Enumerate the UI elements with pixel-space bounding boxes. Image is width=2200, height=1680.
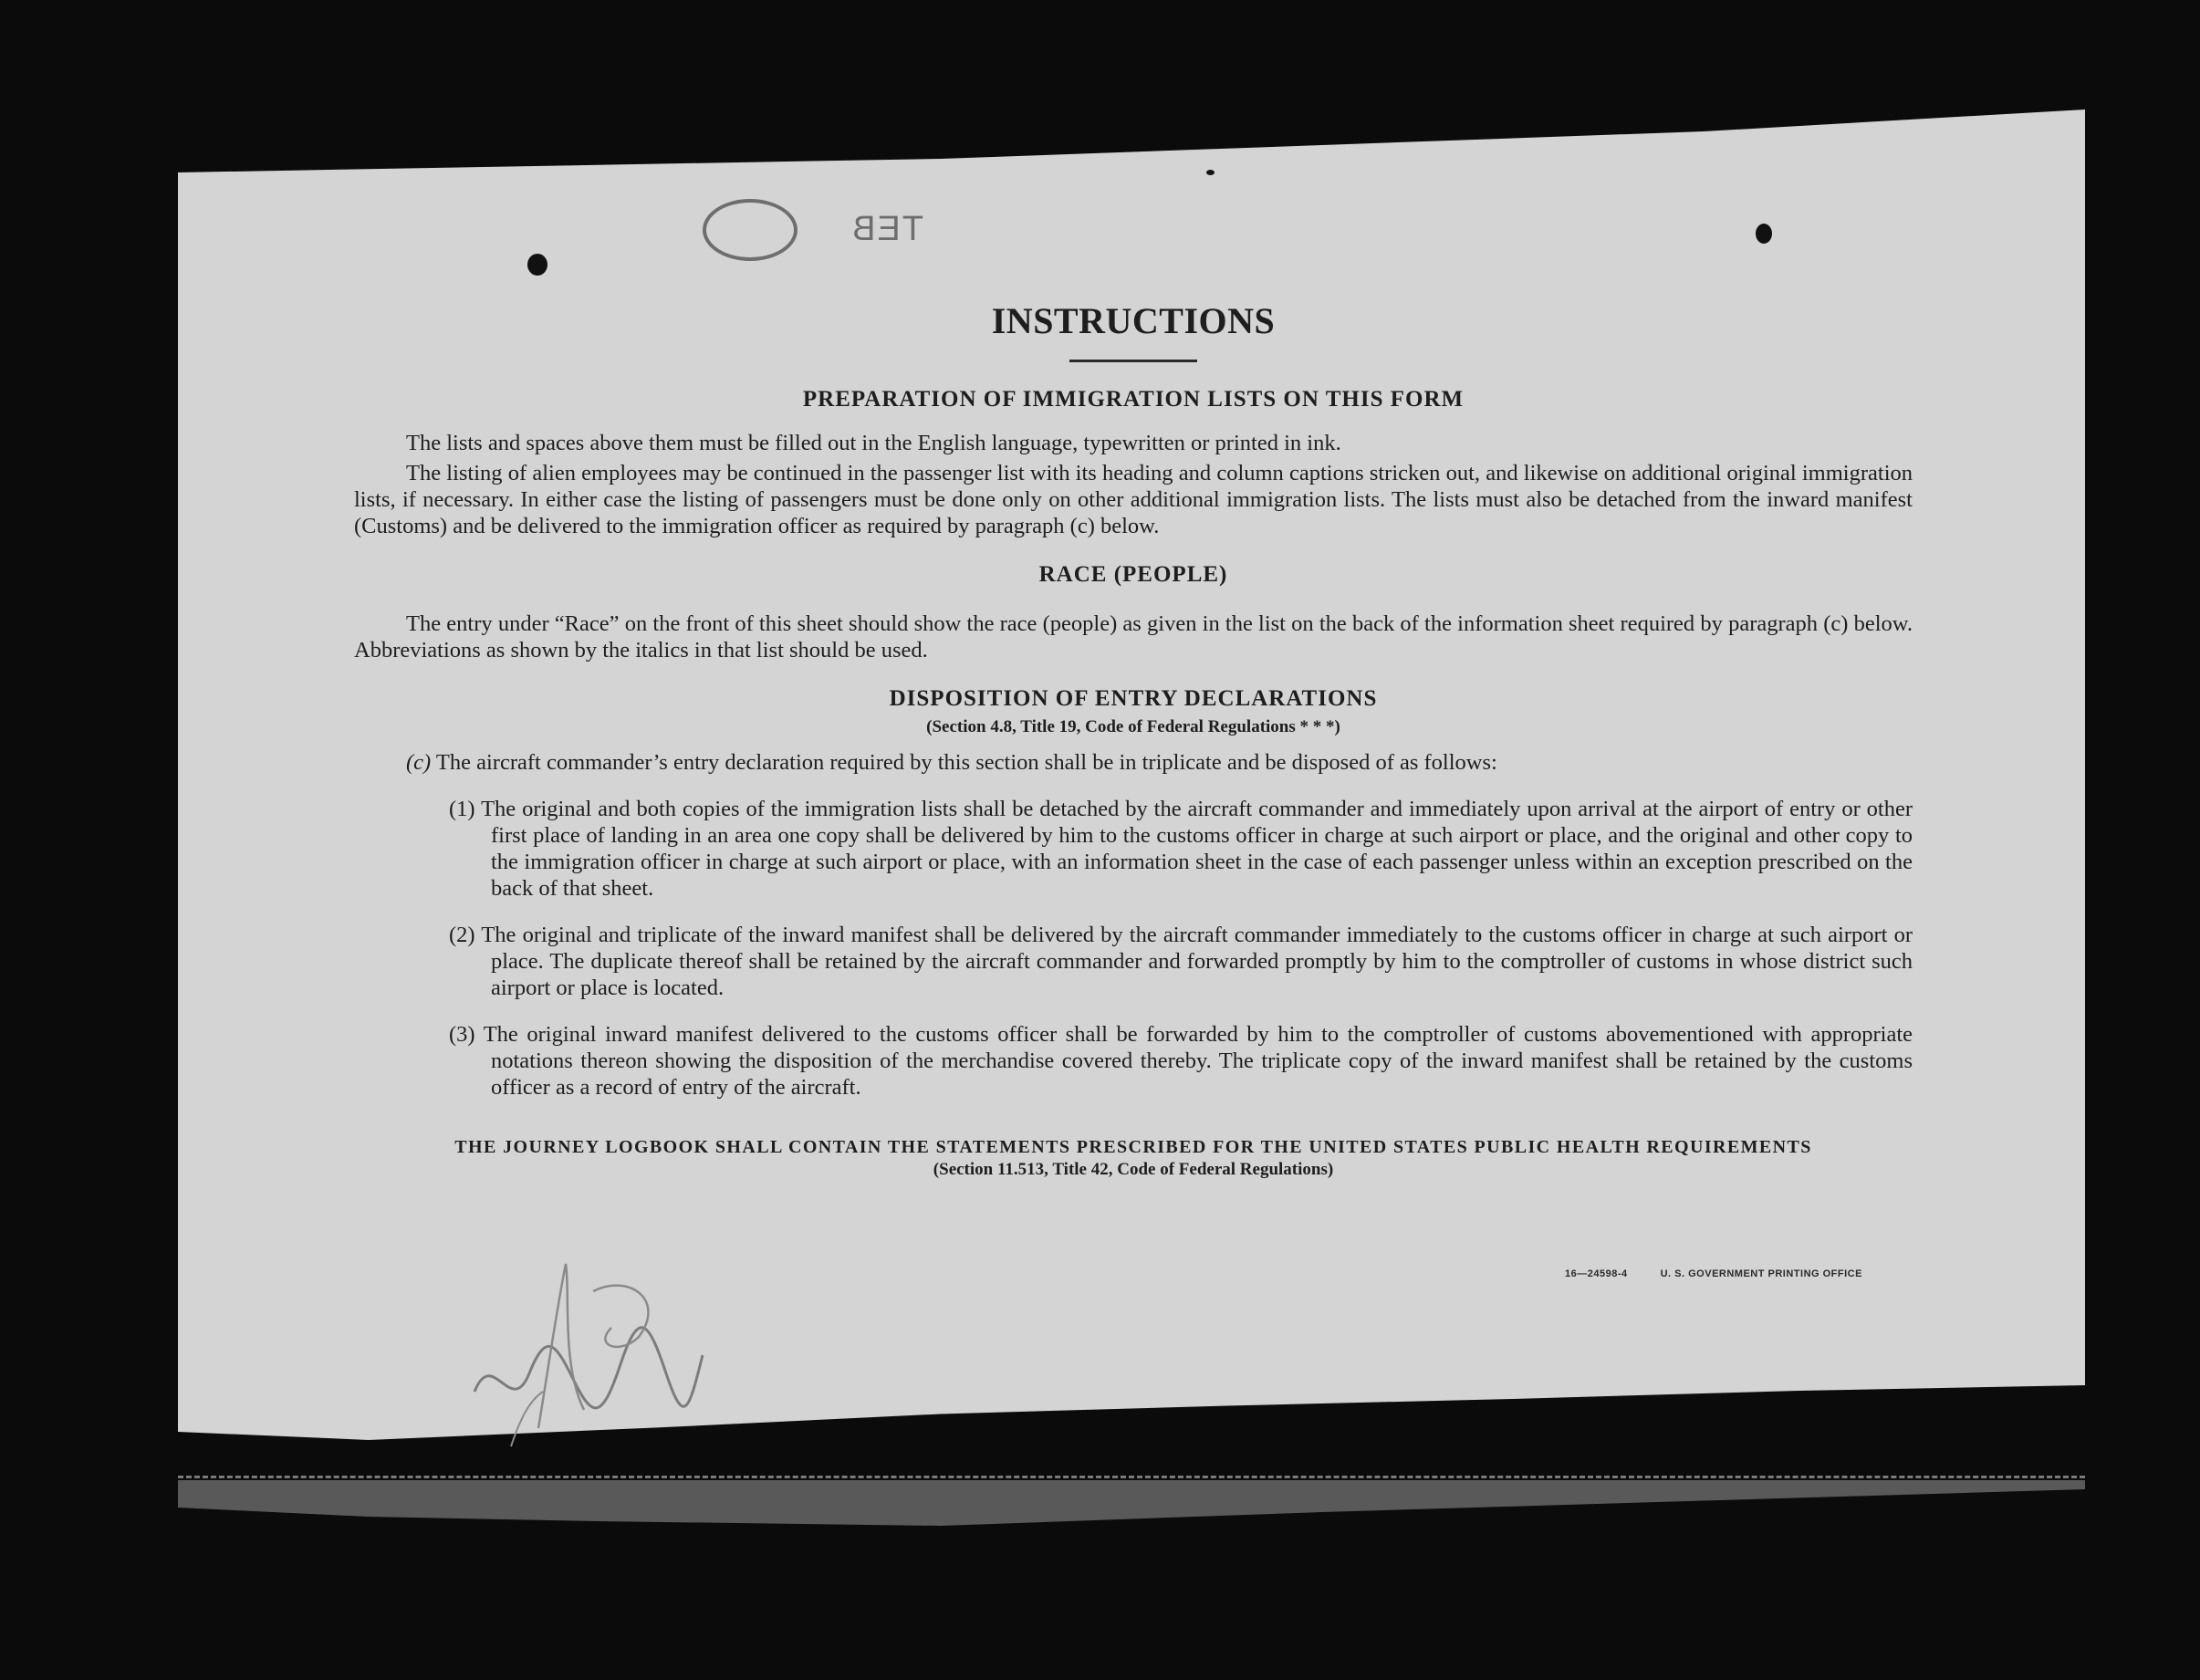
paragraph-c-text: The aircraft commander’s entry declaration required by this section shall be in triplicate and be disposed of as follows: (435, 750, 1497, 775)
list-item (449, 1021, 1913, 1101)
stamp-text: TEB (850, 210, 923, 248)
item-text: The original and both copies of the immigration lists shall be detached by the aircraft commander and immediately upon arrival at the airport of entry or other first place of landing in an area one copy shall be delivered by him to the customs officer in charge at such airport or place, and the original and other copy to the immigration officer in charge at such airport or place, with an information sheet in the case of each passenger unless within an exception prescribed on the back of that sheet. (481, 797, 1913, 901)
paragraph-c (354, 749, 1913, 776)
page-title: INSTRUCTIONS (991, 300, 1276, 341)
item-text: The original and triplicate of the inward manifest shall be delivered by the aircraft commander immediately to the customs officer in charge at such airport or place. The duplicate thereof shall be retained by the aircraft commander and forwarded promptly by him to the comptroller of customs in whose district such airport or place is located. (481, 923, 1913, 1000)
section-citation: (Section 4.8, Title 19, Code of Federal Regulations * * *) (926, 717, 1340, 736)
perforation-line (178, 1476, 2085, 1478)
paragraph: The lists and spaces above them must be filled out in the English language, typewritten or printed in ink. (406, 431, 1341, 455)
paragraph-marker: (c) (406, 750, 432, 775)
section-heading-race: RACE (PEOPLE) (1038, 562, 1228, 587)
list-item (449, 922, 1913, 1001)
item-number: (3) (449, 1022, 475, 1047)
section-heading-preparation: PREPARATION OF IMMIGRATION LISTS ON THIS FORM (802, 387, 1465, 412)
item-text: The original inward manifest delivered to the customs officer shall be forwarded by him to the comptroller of customs abovementioned with appropriate notations thereon showing the disposition of the merchandise covered thereby. The triplicate copy of the inward manifest shall be retained by the customs officer as a record of entry of the aircraft. (483, 1022, 1913, 1100)
section-heading-disposition: DISPOSITION OF ENTRY DECLARATIONS (889, 686, 1378, 711)
paragraph: The entry under “Race” on the front of this sheet should show the race (people) as given in the list on the back of the information sheet required by paragraph (c) below. Abbreviations as shown by the italics in that list should be used. (354, 611, 1913, 663)
printer-imprint (1565, 1268, 1862, 1279)
handwritten-signature-icon (456, 1237, 721, 1456)
title-rule (1069, 360, 1197, 362)
printing-office: U. S. GOVERNMENT PRINTING OFFICE (1660, 1268, 1862, 1279)
ink-spot-icon (1756, 224, 1772, 244)
paragraph: The listing of alien employees may be continued in the passenger list with its heading and column captions stricken out, and likewise on additional original immigration lists, if necessary. In either case the listing of passengers must be done only on other additional immigration lists. The lists must also be detached from the inward manifest (Customs) and be delivered to the immigration officer as required by paragraph (c) below. (354, 461, 1913, 538)
list-item (449, 796, 1913, 902)
stamp-seal-icon (703, 199, 798, 261)
instructions-body (354, 299, 1913, 1181)
form-number: 16—24598-4 (1565, 1268, 1628, 1279)
item-number: (1) (449, 797, 475, 821)
ink-spot-icon (527, 254, 547, 276)
ink-spot-icon (1206, 170, 1215, 175)
torn-edge (178, 1480, 2085, 1526)
footer-citation: (Section 11.513, Title 42, Code of Federal Regulations) (933, 1160, 1334, 1179)
footer-statement: THE JOURNEY LOGBOOK SHALL CONTAIN THE STATEMENTS PRESCRIBED FOR THE UNITED STATES PUBLIC HEALTH REQUIREMENTS (454, 1137, 1812, 1157)
item-number: (2) (449, 923, 475, 947)
